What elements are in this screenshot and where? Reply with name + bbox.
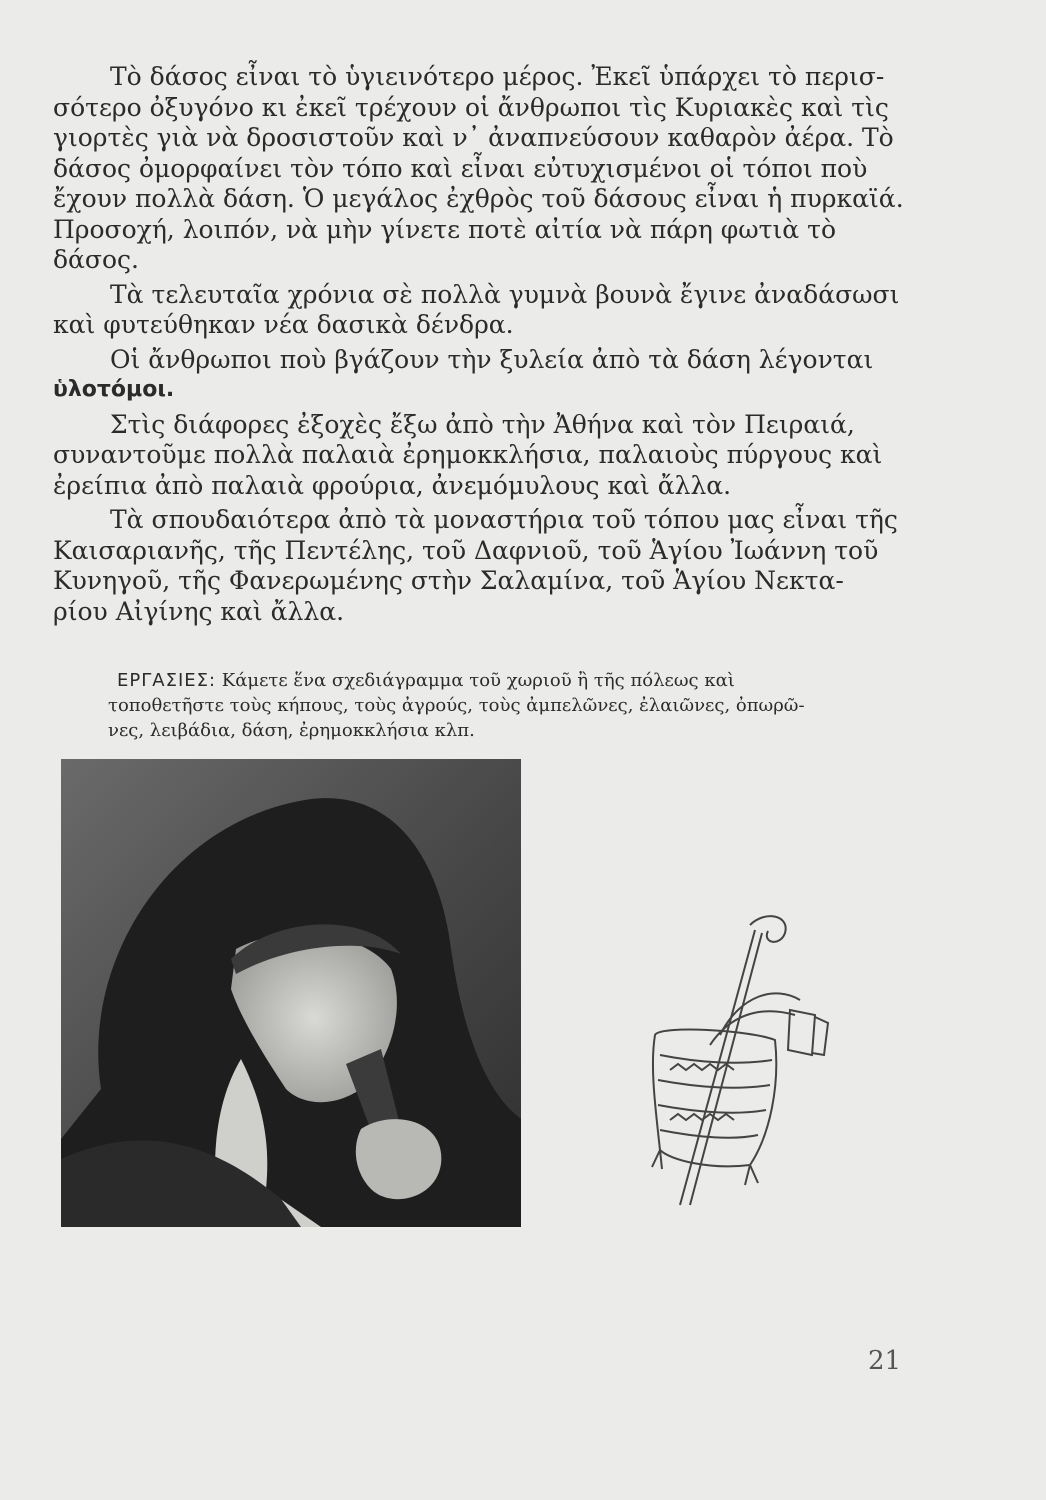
text-line: Τὸ δάσος εἶναι τὸ ὑγιεινότερο μέρος. Ἐκεῖ ὑπάρχει τὸ περισ- [110,62,885,91]
text-line: δάσος ὀμορφαίνει τὸν τόπο καὶ εἶναι εὐτυχισμένοι οἱ τόποι ποὺ [53,153,868,183]
text-line: Κυνηγοῦ, τῆς Φανερωμένης στὴν Σαλαμίνα, τοῦ Ἁγίου Νεκτα- [53,566,844,595]
text-line: καὶ φυτεύθηκαν νέα δασικὰ δένδρα. [53,310,514,339]
text-line: ἔχουν πολλὰ δάση. Ὁ μεγάλος ἐχθρὸς τοῦ δάσους εἶναι ἡ πυρκαϊά. [53,184,904,213]
text-line: Καισαριανῆς, τῆς Πεντέλης, τοῦ Δαφνιοῦ, τοῦ Ἁγίου Ἰωάννη τοῦ [53,535,879,565]
photo-shepherd-flute [61,759,521,1227]
term-woodcutters: ὑλοτόμοι. [53,377,175,402]
bag-and-crook-icon [600,905,840,1215]
paragraph-forest [53,62,904,276]
text-line: σότερο ὀξυγόνο κι ἐκεῖ τρέχουν οἱ ἄνθρωποι τὶς Κυριακὲς καὶ τὶς [53,92,889,122]
text-line: συναντοῦμε πολλὰ παλαιὰ ἐρημοκκλήσια, παλαιοὺς πύργους καὶ [53,440,883,469]
text-line: Στὶς διάφορες ἐξοχὲς ἔξω ἀπὸ τὴν Ἀθήνα καὶ τὸν Πειραιά, [110,409,855,439]
paragraph-countryside [53,409,890,502]
tasks-section [108,668,892,743]
tasks-line [112,668,892,693]
paragraph-reforestation [53,279,900,341]
text-line: Τὰ σπουδαιότερα ἀπὸ τὰ μοναστήρια τοῦ τόπου μας εἶναι τῆς [110,505,898,534]
text-line: ἐρείπια ἀπὸ παλαιὰ φρούρια, ἀνεμόμυλους καὶ ἄλλα. [53,470,732,500]
page-number: 21 [868,1346,902,1376]
text-line: γιορτὲς γιὰ νὰ δροσιστοῦν καὶ ν᾽ ἀναπνεύσουν καθαρὸν ἀέρα. Τὸ [53,123,894,152]
text-line: Οἱ ἄνθρωποι ποὺ βγάζουν τὴν ξυλεία ἀπὸ τὰ δάση λέγονται [110,344,874,374]
text-line: ρίου Αἰγίνης καὶ ἄλλα. [53,596,345,626]
tasks-line: νες, λειβάδια, δάση, ἐρημοκκλήσια κλπ. [108,720,475,741]
tasks-text: Κάμετε ἕνα σχεδιάγραμμα τοῦ χωριοῦ ἢ τῆς πόλεως καὶ [221,670,735,691]
tasks-label: ΕΡΓΑΣΙΕΣ: [117,670,217,691]
text-line: Τὰ τελευταῖα χρόνια σὲ πολλὰ γυμνὰ βουνὰ ἔγινε ἀναδάσωσι [110,279,900,309]
text-line: δάσος. [53,245,139,274]
paragraph-monasteries [53,505,898,627]
photo-shepherd-image [61,759,521,1227]
text-line: Προσοχή, λοιπόν, νὰ μὴν γίνετε ποτὲ αἰτία νὰ πάρη φωτιὰ τὸ [53,214,836,244]
paragraph-woodcutters [53,344,890,406]
body-text [53,62,904,631]
tasks-line: τοποθετῆστε τοὺς κήπους, τοὺς ἀγρούς, τοὺς ἀμπελῶνες, ἐλαιῶνες, ὀπωρῶ- [108,695,805,716]
shepherd-bag-illustration [600,905,840,1215]
